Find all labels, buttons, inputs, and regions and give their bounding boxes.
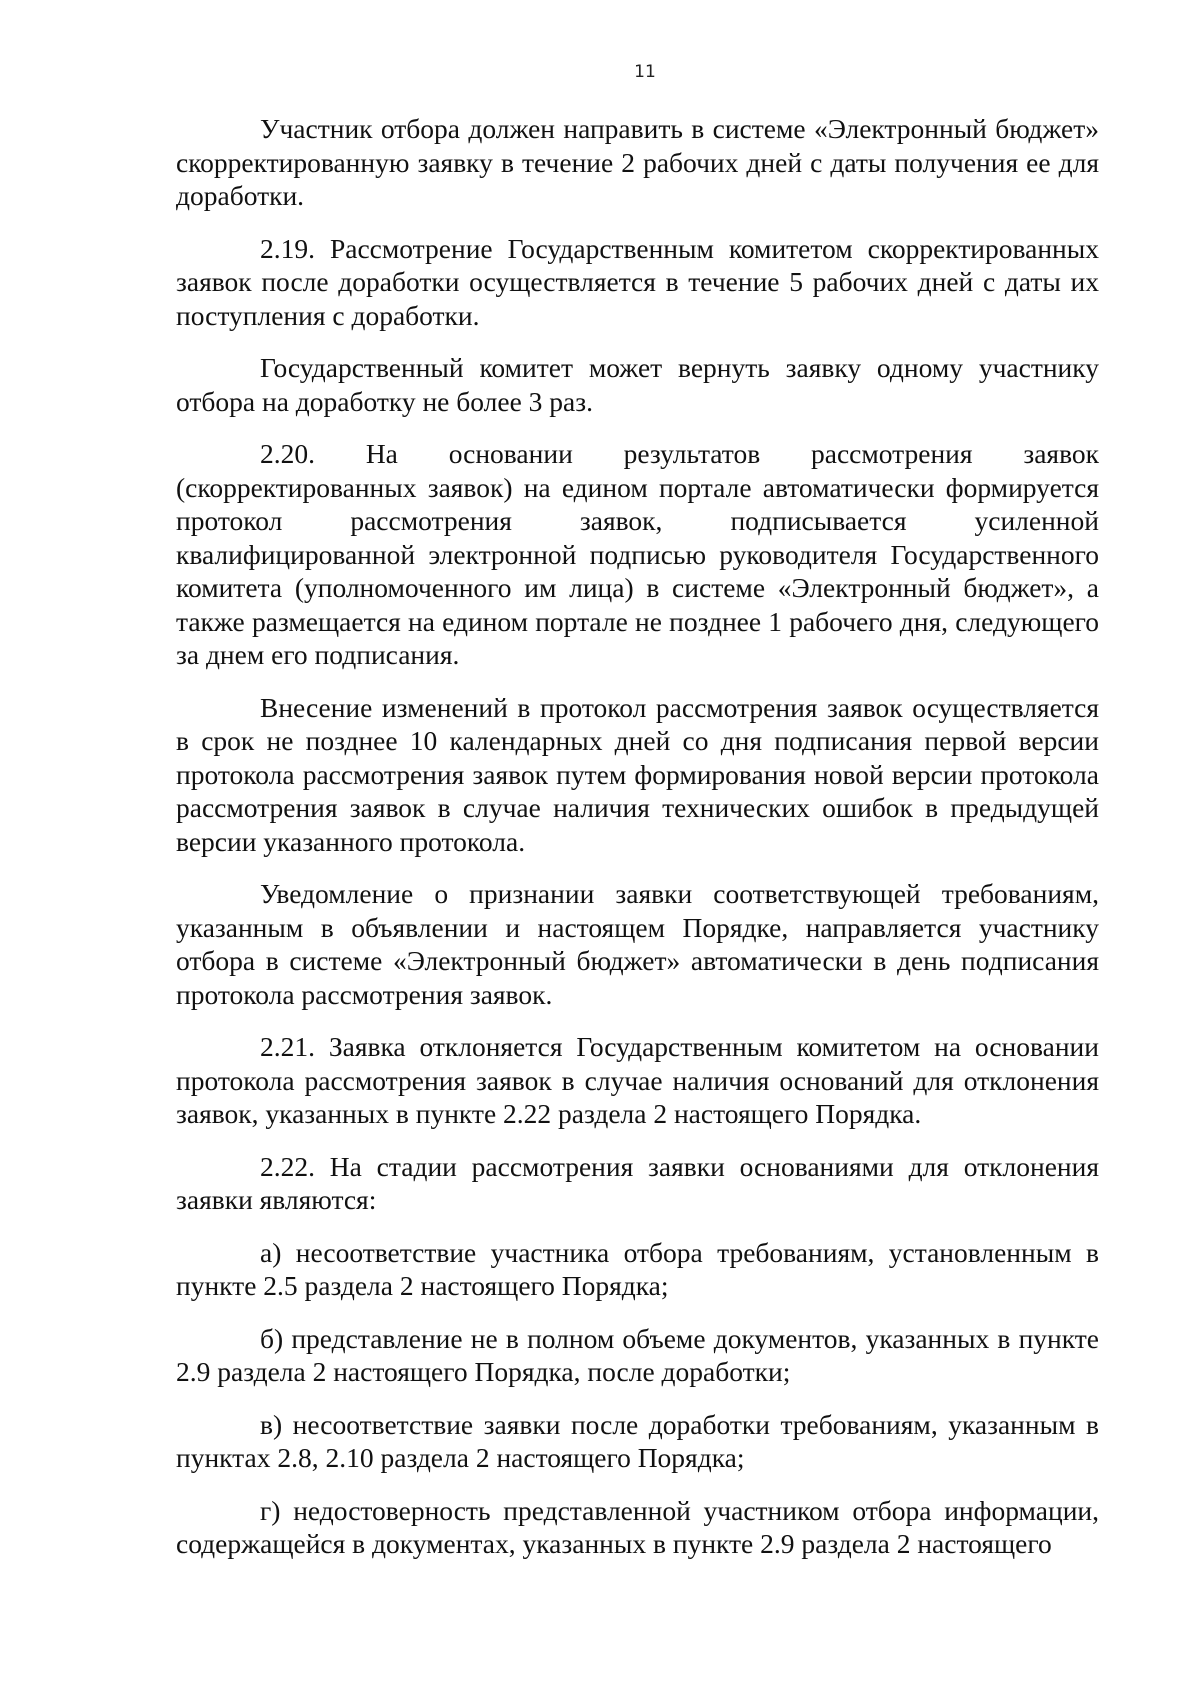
document-body <box>176 112 1099 1580</box>
paragraph-2-22: 2.22. На стадии рассмотрения заявки основаниями для отклонения заявки являются: <box>176 1150 1099 1215</box>
paragraph: Участник отбора должен направить в системе «Электронный бюджет» скорректированную заявку в течение 2 рабочих дней с даты получения ее для доработки. <box>176 113 1099 211</box>
paragraph: Внесение изменений в протокол рассмотрения заявок осуществляется в срок не позднее 10 календарных дней со дня подписания первой версии протокола рассмотрения заявок путем формирования новой версии протокола рассмотрения заявок в случае наличия технических ошибок в предыдущей версии указанного протокола. <box>176 691 1099 857</box>
paragraph-2-21: 2.21. Заявка отклоняется Государственным комитетом на основании протокола рассмотрения заявок в случае наличия оснований для отклонения заявок, указанных в пункте 2.22 раздела 2 настоящего Порядка. <box>176 1031 1099 1129</box>
list-item-v: в) несоответствие заявки после доработки требованиям, указанным в пунктах 2.8, 2.10 раздела 2 настоящего Порядка; <box>176 1408 1099 1473</box>
list-item-b: б) представление не в полном объеме документов, указанных в пункте 2.9 раздела 2 настоящего Порядка, после доработки; <box>176 1322 1099 1387</box>
paragraph-2-20: 2.20. На основании результатов рассмотрения заявок (скорректированных заявок) на едином портале автоматически формируется протокол рассмотрения заявок, подписывается усиленной квалифицированной электронной подписью руководителя Государственного комитета (уполномоченного им лица) в системе «Электронный бюджет», а также размещается на едином портале не позднее 1 рабочего дня, следующего за днем его подписания. <box>176 438 1099 670</box>
paragraph: Уведомление о признании заявки соответствующей требованиям, указанным в объявлении и настоящем Порядке, направляется участнику отбора в системе «Электронный бюджет» автоматически в день подписания протокола рассмотрения заявок. <box>176 878 1099 1010</box>
list-item-g: г) недостоверность представленной участником отбора информации, содержащейся в документах, указанных в пункте 2.9 раздела 2 настоящего <box>176 1494 1099 1559</box>
page-number: 11 <box>634 62 656 82</box>
list-item-a: а) несоответствие участника отбора требованиям, установленным в пункте 2.5 раздела 2 настоящего Порядка; <box>176 1236 1099 1301</box>
paragraph-2-19: 2.19. Рассмотрение Государственным комитетом скорректированных заявок после доработки осуществляется в течение 5 рабочих дней с даты их поступления с доработки. <box>176 232 1099 331</box>
paragraph: Государственный комитет может вернуть заявку одному участнику отбора на доработку не более 3 раз. <box>176 352 1099 417</box>
